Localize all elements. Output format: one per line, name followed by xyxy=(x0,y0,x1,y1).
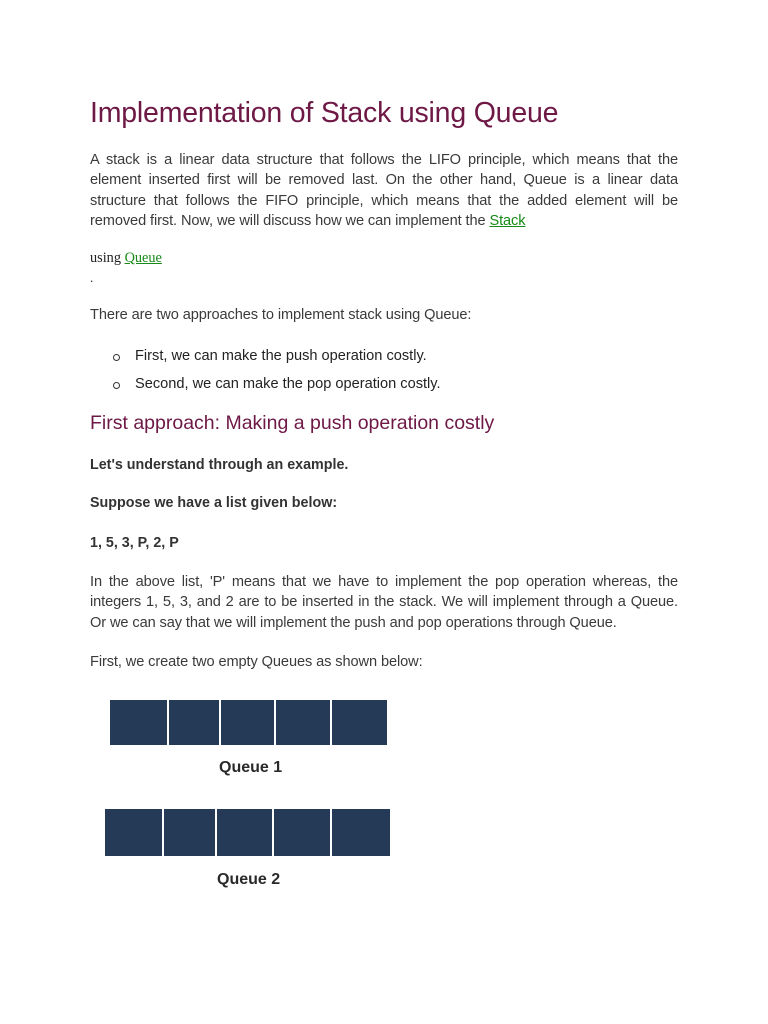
queue-2-label: Queue 2 xyxy=(217,871,281,888)
queue-cell xyxy=(217,809,274,856)
stack-link[interactable]: Stack xyxy=(489,213,526,230)
example-list: 1, 5, 3, P, 2, P xyxy=(90,535,179,551)
queue-cell xyxy=(164,809,217,856)
queue-cell xyxy=(169,700,221,745)
intro-paragraph xyxy=(90,150,678,232)
period: . xyxy=(90,270,94,285)
create-queues-text: First, we create two empty Queues as shown below: xyxy=(90,654,423,670)
queue-link[interactable]: Queue xyxy=(124,250,162,266)
bullet-circle-icon xyxy=(113,382,120,389)
explanation-paragraph: In the above list, 'P' means that we have to implement the pop operation whereas, the integers 1, 5, 3, and 2 are to be inserted in the stack. We will implement through a Queue. Or we can say that we will implement the push and pop operations through Queue. xyxy=(90,574,678,631)
page-title: Implementation of Stack using Queue xyxy=(90,97,559,129)
approach-text: Second, we can make the pop operation costly. xyxy=(135,376,441,392)
bullet-circle-icon xyxy=(113,354,120,361)
approaches-list xyxy=(113,348,441,404)
list-item xyxy=(113,376,441,404)
using-line xyxy=(90,250,162,267)
queue-2-diagram xyxy=(105,809,390,856)
queue-cell xyxy=(332,700,387,745)
intro-text: A stack is a linear data structure that follows the LIFO principle, which means that the element inserted first will be removed last. On the other hand, Queue is a linear data structure that follows the FIFO principle, which means that the added element will be removed first. Now, we will discuss how we can implement the xyxy=(90,152,678,230)
queue-cell xyxy=(276,700,332,745)
queue-cell xyxy=(105,809,164,856)
list-item xyxy=(113,348,441,376)
queue-cell xyxy=(221,700,276,745)
queue-cell xyxy=(332,809,390,856)
queue-1-diagram xyxy=(110,700,387,745)
queue-cell xyxy=(274,809,332,856)
queue-cell xyxy=(110,700,169,745)
approach-text: First, we can make the push operation costly. xyxy=(135,348,427,364)
queue-1-label: Queue 1 xyxy=(219,759,283,776)
section-heading: First approach: Making a push operation costly xyxy=(90,412,495,434)
approaches-intro: There are two approaches to implement stack using Queue: xyxy=(90,307,472,323)
list-intro: Suppose we have a list given below: xyxy=(90,495,338,511)
example-intro: Let's understand through an example. xyxy=(90,457,349,473)
using-prefix: using xyxy=(90,250,125,266)
